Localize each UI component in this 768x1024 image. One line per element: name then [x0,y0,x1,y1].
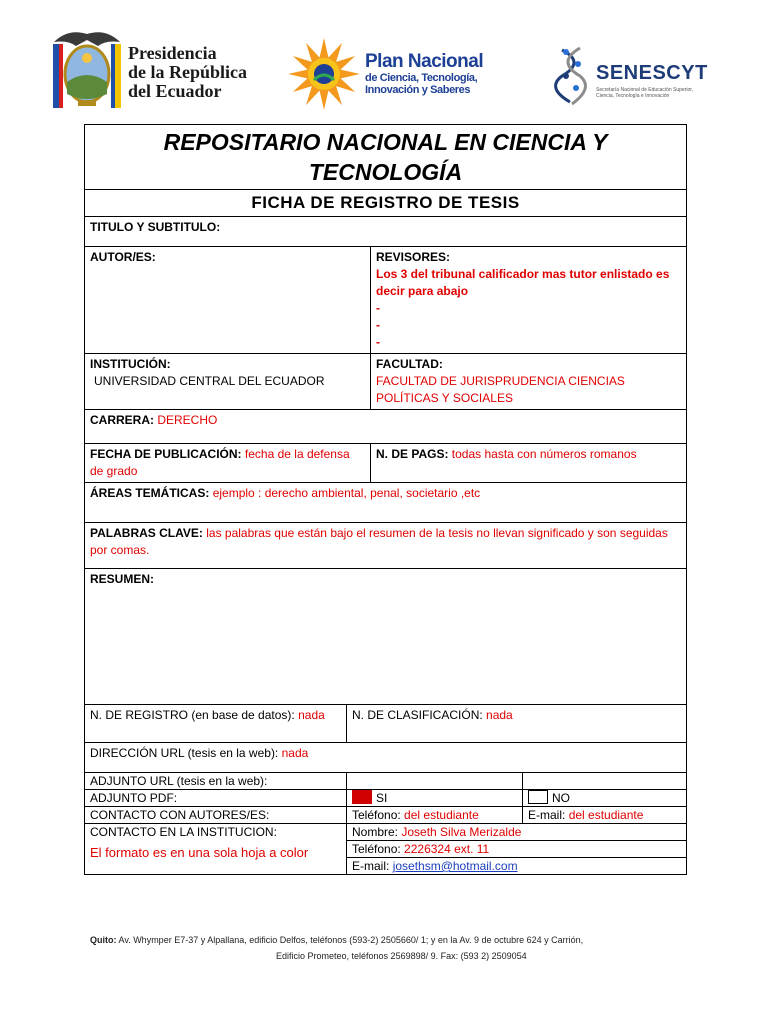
adjunto-url-cell-1 [347,773,523,790]
adjunto-url-cell-2 [523,773,687,790]
presidencia-line-3: del Ecuador [128,81,222,101]
palabras-value: las palabras que están bajo el resumen de la tesis no llevan significado y son seguidas por comas. [90,526,668,557]
carrera-label: CARRERA: [90,413,154,427]
registro-value: nada [298,708,325,722]
format-note: El formato es en una sola hoja a color [90,845,309,860]
inst-telefono-cell [347,841,687,858]
coat-of-arms-icon [48,24,126,110]
facultad-label: FACULTAD: [376,357,443,371]
presidencia-logo [48,24,248,110]
pags-cell [371,444,687,483]
pags-value: todas hasta con números romanos [451,447,637,461]
institucion-cell [85,354,371,410]
contacto-inst-label: CONTACTO EN LA INSTITUCION: [85,824,347,875]
sun-icon [284,34,364,114]
footer-line-1: Av. Whymper E7-37 y Alpallana, edificio Delfos, teléfonos (593-2) 2505660/ 1; y en la Av. 9 de octubre 624 y Carrión, [118,935,584,945]
no-checkbox[interactable] [528,790,548,804]
telefono-inst-value: 2226324 ext. 11 [404,842,490,856]
areas-row [85,483,687,523]
autor-cell [85,247,371,354]
registro-label: N. DE REGISTRO (en base de datos): [90,708,295,722]
autor-telefono-cell [347,807,523,824]
plan-line-3: Innovación y Saberes [365,84,471,96]
senescyt-subtitle: Secretaría Nacional de Educación Superior, Ciencia, Tecnología e Innovación [596,87,694,99]
footer-city: Quito: [90,935,117,945]
telefono-autor-value: del estudiante [404,808,479,822]
url-row [85,743,687,773]
inst-email-cell [347,858,687,875]
clasificacion-cell [347,705,687,743]
facultad-cell [371,354,687,410]
si-label: SI [376,791,388,805]
titulo-label: TITULO Y SUBTITULO: [90,220,221,234]
email-label: E-mail: [528,808,566,822]
no-label: NO [552,791,570,805]
nombre-value: Joseth Silva Merizalde [401,825,522,839]
form-subtitle: FICHA DE REGISTRO DE TESIS [85,190,687,217]
institucion-label: INSTITUCIÓN: [90,357,171,371]
header-logos [0,22,768,112]
autor-label: AUTOR/ES: [90,250,156,264]
fecha-label: FECHA DE PUBLICACIÓN: [90,447,242,461]
titulo-row [85,217,687,247]
fecha-value: fecha de la defensa de grado [90,447,350,478]
telefono-label: Teléfono: [352,808,401,822]
registro-cell [85,705,347,743]
form-title: REPOSITARIO NACIONAL EN CIENCIA Y TECNOLOGÍA [85,125,687,190]
carrera-value: DERECHO [157,413,218,427]
adjunto-si-cell[interactable] [347,790,523,807]
inst-telefono-label: Teléfono: [352,842,401,856]
email-autor-value: del estudiante [568,808,644,822]
plan-line-1: Plan Nacional [365,51,484,72]
footer-address [90,932,690,964]
adjunto-url-label: ADJUNTO URL (tesis en la web): [85,773,347,790]
facultad-value: FACULTAD DE JURISPRUDENCIA CIENCIAS POLÍTICAS Y SOCIALES [376,374,625,405]
revisores-cell [371,247,687,354]
presidencia-text [128,44,247,101]
registration-form [84,124,687,875]
url-label: DIRECCIÓN URL (tesis en la web): [90,746,279,760]
palabras-row [85,523,687,569]
clasificacion-value: nada [486,708,513,722]
adjunto-pdf-label: ADJUNTO PDF: [85,790,347,807]
fecha-cell [85,444,371,483]
presidencia-line-2: de la República [128,62,248,82]
presidencia-line-1: Presidencia [128,43,217,63]
senescyt-logo [552,42,712,112]
pags-label: N. DE PAGS: [376,447,449,461]
clasificacion-label: N. DE CLASIFICACIÓN: [352,708,483,722]
contacto-autores-label: CONTACTO CON AUTORES/ES: [85,807,347,824]
plan-line-2: de Ciencia, Tecnología, [365,72,478,84]
areas-value: ejemplo : derecho ambiental, penal, societario ,etc [212,486,481,500]
inst-nombre-cell [347,824,687,841]
dna-helix-icon [552,42,596,112]
adjunto-no-cell[interactable] [523,790,687,807]
footer-line-2: Edificio Prometeo, teléfonos 2569898/ 9. Fax: (593 2) 2509054 [276,951,527,961]
revisores-dash-3: - [376,335,380,349]
si-checkbox[interactable] [352,790,372,804]
email-inst-link[interactable]: josethsm@hotmail.com [392,859,518,873]
palabras-label: PALABRAS CLAVE: [90,526,203,540]
resumen-row [85,569,687,705]
inst-email-label: E-mail: [352,859,390,873]
plan-nacional-logo [284,34,494,114]
institucion-value: UNIVERSIDAD CENTRAL DEL ECUADOR [94,374,325,388]
carrera-row [85,410,687,444]
url-value: nada [281,746,309,760]
resumen-label: RESUMEN: [90,572,155,586]
revisores-dash-1: - [376,301,380,315]
nombre-label: Nombre: [352,825,399,839]
revisores-value: Los 3 del tribunal calificador mas tutor enlistado es decir para abajo [376,267,670,298]
senescyt-text: SENESCYT [596,62,708,84]
areas-label: ÁREAS TEMÁTICAS: [90,486,210,500]
plan-nacional-text [365,52,483,96]
revisores-label: REVISORES: [376,250,451,264]
autor-email-cell [523,807,687,824]
revisores-dash-2: - [376,318,380,332]
